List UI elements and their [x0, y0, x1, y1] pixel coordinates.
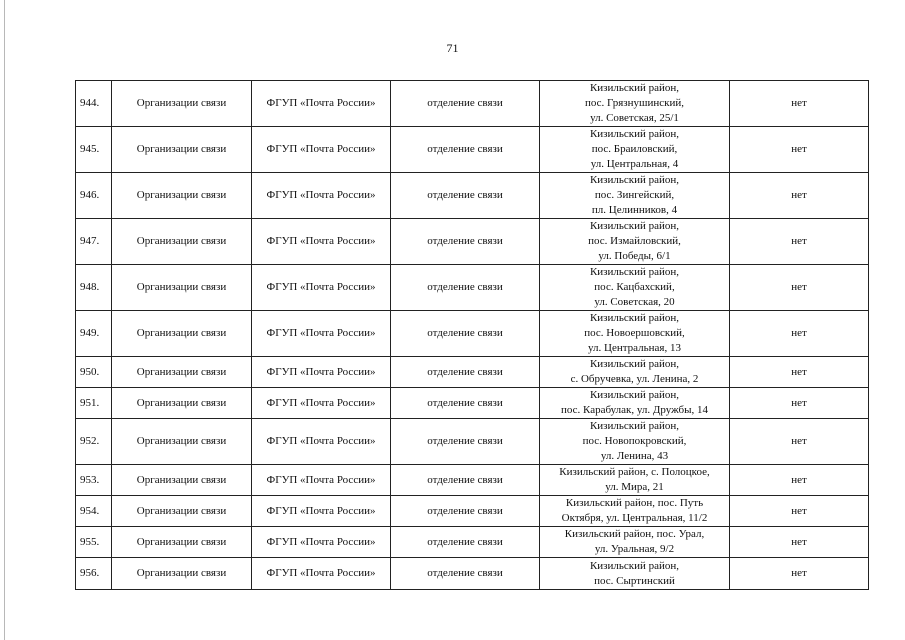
table-row [76, 419, 869, 465]
organization-cell: ФГУП «Почта России» [252, 311, 391, 357]
table-row [76, 219, 869, 265]
organization-cell: ФГУП «Почта России» [252, 357, 391, 388]
address-cell: Кизильский район, с. Полоцкое, ул. Мира, 21 [540, 465, 730, 496]
address-cell: Кизильский район, пос. Сыртинский [540, 558, 730, 590]
facility-type-cell: отделение связи [391, 219, 540, 265]
facility-type-cell: отделение связи [391, 465, 540, 496]
address-cell: Кизильский район, с. Обручевка, ул. Ленина, 2 [540, 357, 730, 388]
organization-cell: ФГУП «Почта России» [252, 388, 391, 419]
organization-cell: ФГУП «Почта России» [252, 465, 391, 496]
facility-type-cell: отделение связи [391, 81, 540, 127]
row-number-cell: 946. [76, 173, 112, 219]
status-cell: нет [730, 173, 869, 219]
facility-type-cell: отделение связи [391, 265, 540, 311]
facility-type-cell: отделение связи [391, 388, 540, 419]
address-cell: Кизильский район, пос. Новопокровский, ул. Ленина, 43 [540, 419, 730, 465]
status-cell: нет [730, 496, 869, 527]
organization-cell: ФГУП «Почта России» [252, 558, 391, 590]
address-cell: Кизильский район, пос. Измайловский, ул. Победы, 6/1 [540, 219, 730, 265]
status-cell: нет [730, 388, 869, 419]
row-number-cell: 950. [76, 357, 112, 388]
row-number-cell: 944. [76, 81, 112, 127]
category-cell: Организации связи [112, 265, 252, 311]
organization-cell: ФГУП «Почта России» [252, 419, 391, 465]
table-row [76, 357, 869, 388]
organization-cell: ФГУП «Почта России» [252, 219, 391, 265]
facility-type-cell: отделение связи [391, 173, 540, 219]
facilities-table [75, 80, 869, 590]
table-row [76, 127, 869, 173]
category-cell: Организации связи [112, 357, 252, 388]
address-cell: Кизильский район, пос. Грязнушинский, ул. Советская, 25/1 [540, 81, 730, 127]
status-cell: нет [730, 311, 869, 357]
address-cell: Кизильский район, пос. Браиловский, ул. Центральная, 4 [540, 127, 730, 173]
row-number-cell: 955. [76, 527, 112, 558]
table-row [76, 496, 869, 527]
row-number-cell: 949. [76, 311, 112, 357]
status-cell: нет [730, 219, 869, 265]
table-row [76, 558, 869, 590]
row-number-cell: 951. [76, 388, 112, 419]
facility-type-cell: отделение связи [391, 496, 540, 527]
row-number-cell: 952. [76, 419, 112, 465]
address-cell: Кизильский район, пос. Зингейский, пл. Целинников, 4 [540, 173, 730, 219]
status-cell: нет [730, 127, 869, 173]
address-cell: Кизильский район, пос. Карабулак, ул. Дружбы, 14 [540, 388, 730, 419]
category-cell: Организации связи [112, 388, 252, 419]
status-cell: нет [730, 527, 869, 558]
status-cell: нет [730, 465, 869, 496]
address-cell: Кизильский район, пос. Урал, ул. Уральная, 9/2 [540, 527, 730, 558]
category-cell: Организации связи [112, 419, 252, 465]
table-row [76, 527, 869, 558]
facility-type-cell: отделение связи [391, 311, 540, 357]
organization-cell: ФГУП «Почта России» [252, 527, 391, 558]
status-cell: нет [730, 419, 869, 465]
page-edge-line [4, 0, 5, 640]
page-number: 71 [446, 41, 459, 55]
table-row [76, 465, 869, 496]
row-number-cell: 954. [76, 496, 112, 527]
category-cell: Организации связи [112, 219, 252, 265]
category-cell: Организации связи [112, 527, 252, 558]
status-cell: нет [730, 558, 869, 590]
facility-type-cell: отделение связи [391, 558, 540, 590]
address-cell: Кизильский район, пос. Кацбахский, ул. Советская, 20 [540, 265, 730, 311]
facility-type-cell: отделение связи [391, 357, 540, 388]
organization-cell: ФГУП «Почта России» [252, 496, 391, 527]
address-cell: Кизильский район, пос. Новоершовский, ул. Центральная, 13 [540, 311, 730, 357]
row-number-cell: 956. [76, 558, 112, 590]
category-cell: Организации связи [112, 465, 252, 496]
organization-cell: ФГУП «Почта России» [252, 127, 391, 173]
category-cell: Организации связи [112, 127, 252, 173]
category-cell: Организации связи [112, 558, 252, 590]
category-cell: Организации связи [112, 311, 252, 357]
category-cell: Организации связи [112, 173, 252, 219]
table-row [76, 388, 869, 419]
table-row [76, 173, 869, 219]
organization-cell: ФГУП «Почта России» [252, 81, 391, 127]
table-row [76, 311, 869, 357]
organization-cell: ФГУП «Почта России» [252, 265, 391, 311]
facility-type-cell: отделение связи [391, 527, 540, 558]
status-cell: нет [730, 265, 869, 311]
category-cell: Организации связи [112, 496, 252, 527]
organization-cell: ФГУП «Почта России» [252, 173, 391, 219]
row-number-cell: 953. [76, 465, 112, 496]
facility-type-cell: отделение связи [391, 419, 540, 465]
category-cell: Организации связи [112, 81, 252, 127]
table-row [76, 81, 869, 127]
row-number-cell: 945. [76, 127, 112, 173]
address-cell: Кизильский район, пос. Путь Октября, ул. Центральная, 11/2 [540, 496, 730, 527]
status-cell: нет [730, 81, 869, 127]
facility-type-cell: отделение связи [391, 127, 540, 173]
table-row [76, 265, 869, 311]
status-cell: нет [730, 357, 869, 388]
row-number-cell: 948. [76, 265, 112, 311]
table-body [76, 81, 869, 590]
row-number-cell: 947. [76, 219, 112, 265]
